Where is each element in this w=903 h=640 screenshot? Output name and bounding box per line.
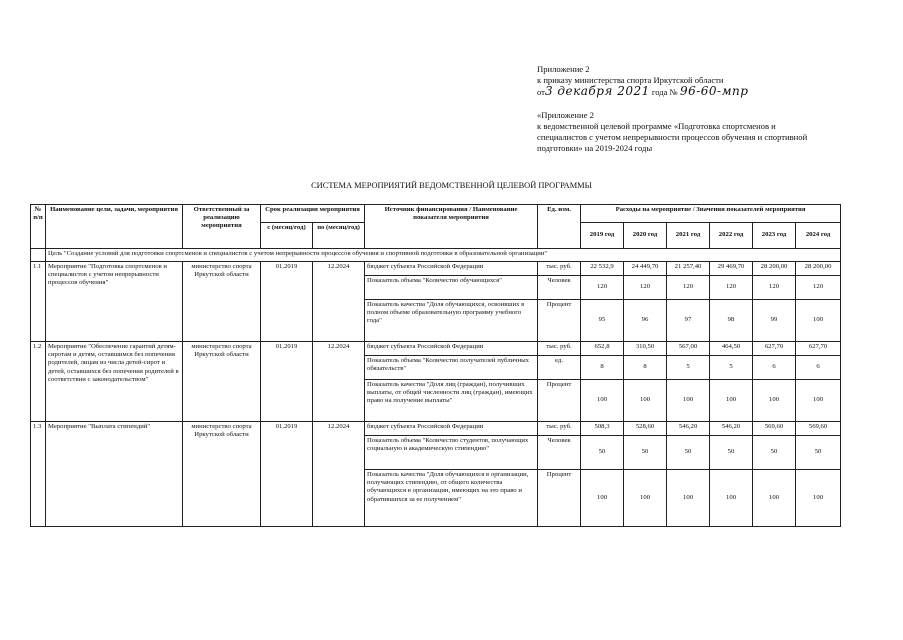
header-term: Срок реализации мероприятия (261, 205, 365, 223)
annex-line: подготовки» на 2019-2024 годы (537, 143, 653, 154)
header-year: 2019 год (581, 223, 624, 249)
header-year: 2020 год (624, 223, 667, 249)
value-cell: 5 (710, 356, 753, 380)
value-cell: 100 (581, 380, 624, 422)
row-num: 1.2 (31, 342, 46, 422)
unit-cell: тыс. руб. (538, 422, 581, 436)
source-cell: Показатель объема "Количество обучающихся" (365, 276, 538, 300)
unit-cell: ед. (538, 356, 581, 380)
value-cell: 28 200,00 (753, 262, 796, 276)
value-cell: 528,60 (624, 422, 667, 436)
measure-responsible: министерство спорта Иркутской области (183, 342, 261, 422)
order-date: 3 декабря 2021 (544, 84, 650, 99)
value-cell: 627,70 (753, 342, 796, 356)
value-cell: 21 257,40 (667, 262, 710, 276)
order-number: 96-60-мпр (679, 84, 749, 99)
value-cell: 8 (624, 356, 667, 380)
header-year: 2024 год (796, 223, 841, 249)
unit-cell: тыс. руб. (538, 262, 581, 276)
header-from: с (месяц/год) (261, 223, 313, 249)
order-mid: года № (651, 87, 678, 98)
measure-to: 12.2024 (313, 422, 365, 527)
value-cell: 120 (624, 276, 667, 300)
source-cell: Показатель качества "Доля обучающихся, освоивших в полном объеме образовательную программу учебного года" (365, 300, 538, 342)
header-num: № п/п (31, 205, 46, 249)
value-cell: 120 (667, 276, 710, 300)
source-cell: бюджет субъекта Российской Федерации (365, 342, 538, 356)
document-title: СИСТЕМА МЕРОПРИЯТИЙ ВЕДОМСТВЕННОЙ ЦЕЛЕВОЙ ПРОГРАММЫ (311, 181, 592, 190)
header-line: к приказу министерства спорта Иркутской области (537, 75, 724, 86)
source-cell: бюджет субъекта Российской Федерации (365, 262, 538, 276)
source-cell: бюджет субъекта Российской Федерации (365, 422, 538, 436)
value-cell: 24 449,70 (624, 262, 667, 276)
goal-row: Цель "Создание условий для подготовки спортсменов и специалистов с учетом непрерывности процессов обучения и спортивной подготовки в образовательной организации" (46, 249, 841, 262)
source-cell: Показатель качества "Доля лиц (граждан), получивших выплаты, от общей численности лиц (граждан), имеющих право на получение выплаты" (365, 380, 538, 422)
order-date-line (537, 86, 867, 98)
value-cell: 120 (753, 276, 796, 300)
value-cell: 100 (624, 470, 667, 527)
unit-cell: Человек (538, 436, 581, 470)
source-cell: Показатель объема "Количество студентов, получающих социальную и академическую стипендию" (365, 436, 538, 470)
value-cell: 652,8 (581, 342, 624, 356)
header-costs: Расходы на мероприятие / Значения показателей мероприятия (581, 205, 841, 223)
value-cell: 100 (753, 470, 796, 527)
annex-line: специалистов с учетом непрерывности процессов обучения и спортивной (537, 132, 808, 143)
measures-table (30, 204, 841, 527)
header-responsible: Ответственный за реализацию мероприятия (183, 205, 261, 249)
measure-to: 12.2024 (313, 342, 365, 422)
value-cell: 508,3 (581, 422, 624, 436)
value-cell: 310,50 (624, 342, 667, 356)
source-cell: Показатель объема "Количество получателей публичных обязательств" (365, 356, 538, 380)
value-cell: 120 (581, 276, 624, 300)
header-year: 2022 год (710, 223, 753, 249)
value-cell: 28 200,00 (796, 262, 841, 276)
value-cell: 50 (753, 436, 796, 470)
measure-name: Мероприятие "Обеспечение гарантий детям-сиротам и детям, оставшимся без попечения родителей, лицам из числа детей-сирот и детей, оставшихся без попечения родителей в соответствии с законодательством" (46, 342, 183, 422)
value-cell: 22 532,9 (581, 262, 624, 276)
value-cell: 50 (667, 436, 710, 470)
value-cell: 96 (624, 300, 667, 342)
unit-cell: Процент (538, 470, 581, 527)
unit-cell: Человек (538, 276, 581, 300)
value-cell: 100 (753, 380, 796, 422)
value-cell: 100 (710, 380, 753, 422)
value-cell: 100 (710, 470, 753, 527)
header-to: по (месяц/год) (313, 223, 365, 249)
value-cell: 569,60 (796, 422, 841, 436)
value-cell: 100 (667, 470, 710, 527)
value-cell: 546,20 (667, 422, 710, 436)
header-year: 2023 год (753, 223, 796, 249)
value-cell: 50 (581, 436, 624, 470)
value-cell: 100 (667, 380, 710, 422)
measure-name: Мероприятие "Выплата стипендий" (46, 422, 183, 527)
row-num: 1.3 (31, 422, 46, 527)
value-cell: 546,20 (710, 422, 753, 436)
measure-responsible: министерство спорта Иркутской области (183, 262, 261, 342)
value-cell: 100 (796, 300, 841, 342)
value-cell: 29 469,70 (710, 262, 753, 276)
value-cell: 50 (710, 436, 753, 470)
measure-responsible: министерство спорта Иркутской области (183, 422, 261, 527)
unit-cell: тыс. руб. (538, 342, 581, 356)
header-year: 2021 год (667, 223, 710, 249)
annex-line: к ведомственной целевой программе «Подготовка спортсменов и (537, 120, 776, 131)
value-cell: 50 (796, 436, 841, 470)
unit-cell: Процент (538, 380, 581, 422)
measure-from: 01.2019 (261, 422, 313, 527)
order-header (537, 64, 867, 154)
value-cell: 464,50 (710, 342, 753, 356)
value-cell: 6 (753, 356, 796, 380)
annex-line: «Приложение 2 (537, 109, 594, 120)
value-cell: 569,60 (753, 422, 796, 436)
value-cell: 97 (667, 300, 710, 342)
value-cell: 8 (581, 356, 624, 380)
unit-cell: Процент (538, 300, 581, 342)
table-body (31, 249, 841, 527)
value-cell: 6 (796, 356, 841, 380)
source-cell: Показатель качества "Доля обучающихся в организации, получающих стипендию, от общего количества обучающихся в организации, имеющих на это право и обратившихся за ее получением" (365, 470, 538, 527)
value-cell: 120 (710, 276, 753, 300)
measure-name: Мероприятие "Подготовка спортсменов и специалистов с учетом непрерывности процессов обучения" (46, 262, 183, 342)
header-unit: Ед. изм. (538, 205, 581, 249)
header-source: Источник финансирования / Наименование показателя мероприятия (365, 205, 538, 249)
value-cell: 120 (796, 276, 841, 300)
value-cell: 5 (667, 356, 710, 380)
value-cell: 98 (710, 300, 753, 342)
value-cell: 627,70 (796, 342, 841, 356)
measure-from: 01.2019 (261, 262, 313, 342)
order-prefix: от (537, 87, 545, 98)
value-cell: 95 (581, 300, 624, 342)
value-cell: 99 (753, 300, 796, 342)
table-header (31, 205, 841, 249)
row-num: 1.1 (31, 262, 46, 342)
value-cell: 100 (796, 470, 841, 527)
value-cell: 100 (796, 380, 841, 422)
value-cell: 50 (624, 436, 667, 470)
measure-from: 01.2019 (261, 342, 313, 422)
header-line: Приложение 2 (537, 64, 590, 74)
measure-to: 12.2024 (313, 262, 365, 342)
value-cell: 100 (581, 470, 624, 527)
value-cell: 100 (624, 380, 667, 422)
value-cell: 567,00 (667, 342, 710, 356)
header-name: Наименование цели, задачи, мероприятия (46, 205, 183, 249)
